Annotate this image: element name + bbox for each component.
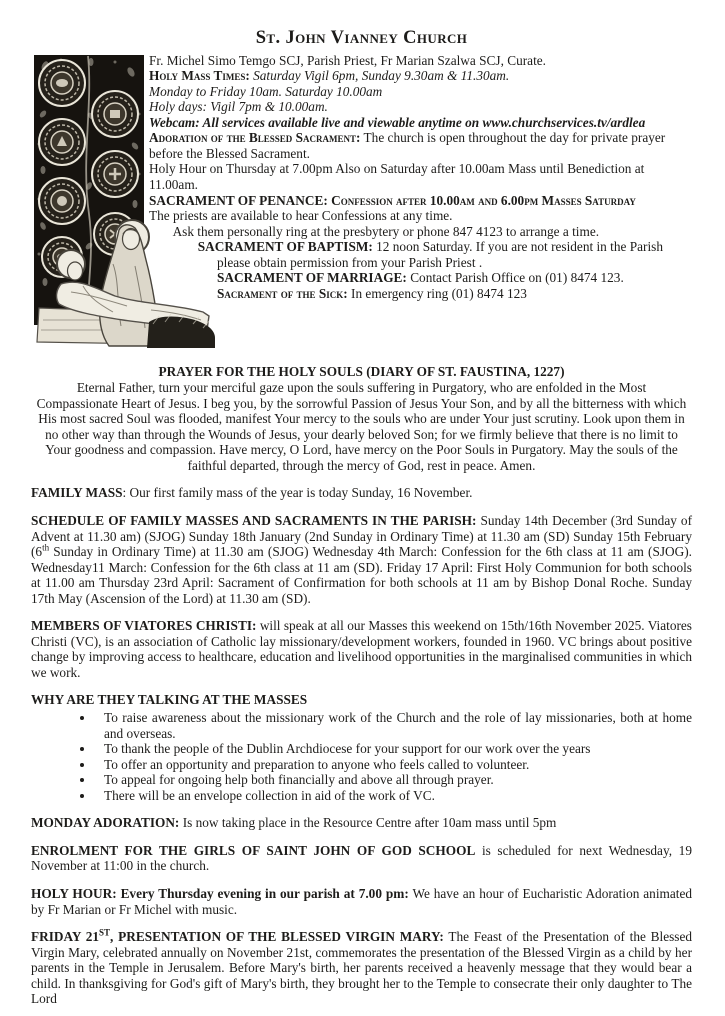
holy-hour-paragraph [31, 886, 692, 917]
penance-text-1: The priests are available to hear Confessions at any time. [149, 208, 453, 224]
list-item: • To raise awareness about the missionary work of the Church and the role of lay missionaries, both at home and overseas. [95, 710, 692, 741]
baptism-label: SACRAMENT OF BAPTISM: [197, 239, 373, 255]
holy-hour-benediction-text: Holy Hour on Thursday at 7.00pm Also on Saturday after 10.00am Mass until Benediction at 11.00am. [149, 161, 645, 193]
family-mass-separator: : [122, 485, 130, 501]
family-mass-label: FAMILY MASS [31, 485, 123, 501]
schedule-text-b: Sunday in Ordinary Time) at 11.30 am (SJOG) Wednesday 4th March: Confession for the 6th class at 11 am (SJOG). Wednesday11 March: Confession for the 6th class at 11 am (SD). Friday 17 April: First Holy Communion for both schools at 11.00 am Thursday 23rd April: Sacrament of Confirmation for both schools at 11 am by Bishop Donal Roche. Sunday 17th May (Ascension of the Lord) at 11.30 am (SD). [31, 544, 692, 606]
monday-adoration-text: Is now taking place in the Resource Centre after 10am mass until 5pm [182, 815, 557, 831]
baptism-text: 12 noon Saturday. If you are not resident in the Parish please obtain permission from your Parish Priest . [217, 239, 663, 270]
enrolment-text: is scheduled for next Wednesday, 19 November at 11:00 in the church. [31, 842, 692, 874]
schedule-paragraph [31, 513, 692, 606]
schedule-text-a: Sunday 14th December (3rd Sunday of Advent at 11.30 am) (SJOG) Sunday 18th January (2nd Sunday in Ordinary Time) at 11.30 am (SD) Sunday 15th February (6 [31, 513, 693, 560]
friday21-paragraph [31, 929, 692, 1007]
schedule-superscript: th [42, 542, 50, 553]
monday-adoration-label: MONDAY ADORATION: [31, 815, 180, 831]
marriage-label: SACRAMENT OF MARRIAGE: [217, 270, 407, 286]
sick-text: In emergency ring (01) 8474 123 [351, 285, 527, 301]
penance-detail: Confession after 10.00am and 6.00pm Masses Saturday [331, 192, 636, 208]
webcam-line: Webcam: All services available live and viewable anytime on www.churchservices.tv/ardlea [149, 114, 646, 130]
why-heading: WHY ARE THEY TALKING AT THE MASSES [31, 692, 308, 708]
family-mass-text: Our first family mass of the year is today Sunday, 16 November. [129, 485, 473, 501]
enrolment-paragraph [31, 843, 692, 874]
list-item: • There will be an envelope collection in aid of the work of VC. [95, 788, 692, 804]
prayer-body: Eternal Father, turn your merciful gaze upon the souls suffering in Purgatory, who are enfolded in the Most Compassionate Heart of Jesus. I beg you, by the sorrowful Passion of Jesus Your Son, and by all the bitterness with which His most sacred Soul was flooded, manifest Your mercy to the souls who are under Your just scrutiny. Look upon them in no other way than through the Wounds of Jesus, your dearly beloved Son; for we firmly believe that there is no limit to Your goodness and compassion. Have mercy, O Lord, have mercy on the Poor Souls in Purgatory. May the souls of the faithful departed, through the mercy of God, rest in peace. Amen. [36, 380, 687, 473]
mass-times-holydays: Holy days: Vigil 7pm & 10.00am. [149, 99, 328, 115]
adoration-label: Adoration of the Blessed Sacrament: [149, 130, 361, 146]
mass-times-weekday: Monday to Friday 10am. Saturday 10.00am [149, 83, 383, 99]
masthead-section [31, 53, 692, 350]
marriage-text: Contact Parish Office on (01) 8474 123. [410, 270, 624, 286]
list-item: • To thank the people of the Dublin Archdiocese for your support for our work over the years [95, 741, 692, 757]
adoration-text: The church is open throughout the day for private prayer before the Blessed Sacrament. [149, 130, 666, 161]
family-mass-paragraph [31, 485, 692, 501]
mass-times-label: Holy Mass Times: [149, 68, 250, 84]
list-item: • To offer an opportunity and preparation to anyone who feels called to volunteer. [95, 757, 692, 773]
why-bullet-list [31, 710, 692, 803]
prayer-title: PRAYER FOR THE HOLY SOULS (DIARY OF ST. FAUSTINA, 1227) [158, 363, 565, 379]
holy-hour-text: We have an hour of Eucharistic Adoration animated by Fr Marian or Fr Michel with music. [31, 885, 693, 917]
why-section [31, 692, 692, 803]
enrolment-label: ENROLMENT FOR THE GIRLS OF SAINT JOHN OF GOD SCHOOL [31, 842, 476, 858]
viatores-label: MEMBERS OF VIATORES CHRISTI: [31, 618, 257, 634]
friday21-label: FRIDAY 21ST, PRESENTATION OF THE BLESSED VIRGIN MARY: [31, 927, 444, 945]
penance-label: SACRAMENT OF PENANCE: [149, 192, 328, 208]
monday-adoration-paragraph [31, 815, 692, 831]
penance-text-2: Ask them personally ring at the presbytery or phone 847 4123 to arrange a time. [172, 223, 600, 239]
friday21-text: The Feast of the Presentation of the Blessed Virgin Mary, celebrated annually on November 21st, commemorates the presentation of the Blessed Virgin as a child by her parents in the Temple in Jerusalem. Before Mary's birth, her parents received a heavenly message that they would bear a child. In thanksgiving for God's gift of Mary's birth, they brought her to the Temple to consecrate their only daughter to The Lord [31, 929, 692, 1007]
list-item: • To appeal for ongoing help both financially and above all through prayer. [95, 772, 692, 788]
viatores-paragraph [31, 618, 692, 680]
page-title: St. John Vianney Church [255, 28, 468, 48]
sick-label: Sacrament of the Sick: [217, 285, 348, 301]
schedule-label: SCHEDULE OF FAMILY MASSES AND SACRAMENTS IN THE PARISH: [31, 513, 477, 529]
friday21-superscript: ST [99, 927, 111, 938]
mass-times-value: Saturday Vigil 6pm, Sunday 9.30am & 11.30am. [253, 68, 510, 84]
viatores-text: will speak at all our Masses this weekend on 15th/16th November 2025. Viatores Christi (VC), is an association of Catholic lay missionary/development workers, founded in 1960. VC brings about positive change by improving access to healthcare, education and livelihood opportunities in the marginalised communities in which we work. [31, 618, 692, 680]
holy-hour-label: HOLY HOUR: Every Thursday evening in our parish at 7.00 pm: [31, 885, 409, 901]
priests-line: Fr. Michel Simo Temgo SCJ, Parish Priest, Fr Marian Szalwa SCJ, Curate. [149, 52, 546, 68]
